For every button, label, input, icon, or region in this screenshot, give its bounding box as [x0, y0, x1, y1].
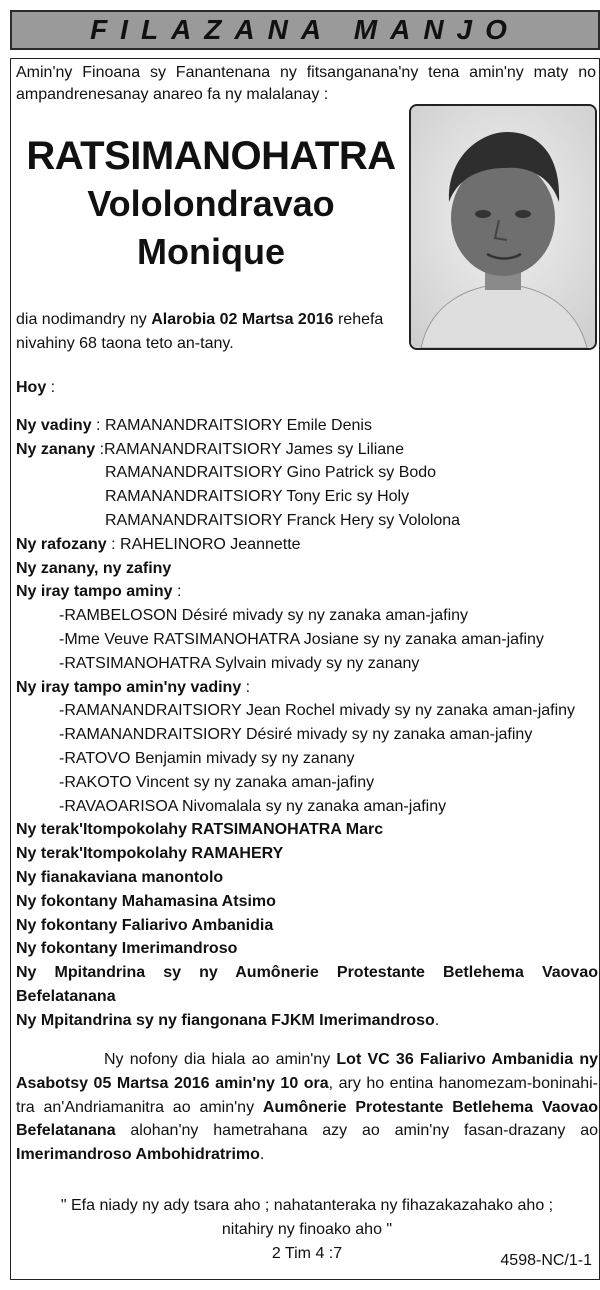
sibling-line: -RAMBELOSON Désiré mivady sy ny zanaka aman-jafiny	[59, 607, 469, 625]
closing-l1-pre: Ny nofony dia hiala ao amin'ny	[104, 1051, 337, 1068]
relative-line: Ny fianakaviana manontolo	[16, 868, 224, 886]
child-name: RAMANANDRAITSIORY James sy Liliane	[104, 440, 404, 458]
quote-reference: 2 Tim 4 :7	[271, 1244, 343, 1262]
children-sep: :	[95, 440, 105, 458]
spouse-sibling-line: -RAMANANDRAITSIORY Jean Rochel mivady sy ny zanaka aman-jafiny	[59, 702, 576, 720]
funeral-date: Asabotsy 05 Martsa 2016 amin'ny 10 ora	[16, 1074, 329, 1092]
church-2-end: .	[434, 1011, 440, 1029]
deceased-surname: RATSIMANOHATRA	[26, 134, 396, 178]
family-list	[16, 376, 598, 1033]
deceased-given-name-2: Monique	[137, 231, 285, 272]
fokontany-line: Ny fokontany Faliarivo Ambanidia	[16, 916, 274, 934]
inlaw-line	[16, 533, 598, 557]
spouse-siblings-heading	[16, 676, 598, 700]
church-2-text: Ny Mpitandrina sy ny fiangonana FJKM Imerimandroso	[16, 1011, 435, 1029]
fokontany-line: Ny fokontany Mahamasina Atsimo	[16, 892, 276, 910]
deceased-name	[16, 132, 406, 276]
inlaw-name: RAHELINORO Jeannette	[120, 535, 301, 553]
spouse-siblings-label: Ny iray tampo amin'ny vadiny	[16, 678, 242, 696]
closing-line-4	[16, 1119, 598, 1143]
quote-line-1: " Efa niady ny ady tsara aho ; nahatanteraka ny fihazakazahako aho ;	[60, 1197, 554, 1214]
siblings-label: Ny iray tampo aminy	[16, 583, 173, 601]
church-line: Ny Mpitandrina sy ny Aumônerie Protestante Betlehema Vaovao	[16, 964, 598, 982]
funeral-details	[16, 1048, 598, 1167]
closing-l2-post: , ary ho entina hanomezam-boninahi-	[328, 1074, 598, 1092]
relative-line: Ny terak'Itompokolahy RAMAHERY	[16, 845, 284, 863]
spouse-sep: :	[91, 416, 105, 434]
closing-line-5	[16, 1143, 598, 1167]
grandchildren-line: Ny zanany, ny zafiny	[16, 559, 172, 577]
hoy-colon: :	[46, 379, 56, 396]
spouse-name: RAMANANDRAITSIORY Emile Denis	[104, 416, 372, 434]
sibling-line: -RATSIMANOHATRA Sylvain mivady sy ny zanany	[59, 654, 420, 672]
closing-line-2	[16, 1072, 598, 1096]
closing-l4-post: alohan'ny hametrahana azy ao amin'ny fasan-drazany ao	[115, 1122, 598, 1140]
header-banner	[10, 10, 600, 50]
death-text-pre: dia nodimandry ny	[16, 311, 152, 328]
children-label: Ny zanany	[16, 440, 96, 458]
burial-place: Imerimandroso Ambohidratrimo	[16, 1146, 260, 1164]
siblings-heading	[16, 580, 598, 604]
death-text-post: rehefa nivahiny 68 taona teto an-tany.	[16, 311, 384, 352]
deceased-given-name-1: Vololondravao	[87, 183, 335, 224]
spouse-sibling-line: -RAMANANDRAITSIORY Désiré mivady sy ny zanaka aman-jafiny	[59, 726, 533, 744]
deceased-photo	[409, 104, 597, 350]
service-church: Aumônerie Protestante Betlehema Vaovao	[262, 1098, 598, 1116]
spouse-label: Ny vadiny	[16, 416, 92, 434]
funeral-location: Lot VC 36 Faliarivo Ambanidia ny	[336, 1051, 598, 1068]
service-church-cont: Befelatanana	[16, 1122, 116, 1140]
closing-line-1	[16, 1048, 598, 1072]
spouse-sibling-line: -RAKOTO Vincent sy ny zanaka aman-jafiny	[59, 773, 375, 791]
closing-line-3	[16, 1096, 598, 1120]
spouse-siblings-sep: :	[241, 678, 251, 696]
fokontany-line: Ny fokontany Imerimandroso	[16, 940, 238, 958]
closing-l5-post: .	[259, 1146, 265, 1164]
child-line: RAMANANDRAITSIORY Franck Hery sy Vololona	[105, 511, 461, 529]
child-line: RAMANANDRAITSIORY Gino Patrick sy Bodo	[105, 464, 437, 482]
closing-l3-pre: tra an'Andriamanitra ao amin'ny	[16, 1098, 263, 1116]
relative-line: Ny terak'Itompokolahy RATSIMANOHATRA Marc	[16, 821, 384, 839]
siblings-sep: :	[172, 583, 182, 601]
spouse-sibling-line: -RAVAOARISOA Nivomalala sy ny zanaka aman-jafiny	[59, 797, 447, 815]
inlaw-sep: :	[106, 535, 121, 553]
child-line: RAMANANDRAITSIORY Tony Eric sy Holy	[105, 488, 410, 506]
spouse-sibling-line: -RATOVO Benjamin mivady sy ny zanany	[59, 749, 355, 767]
intro-text: Amin'ny Finoana sy Fanantenana ny fitsanganana'ny tena amin'ny maty no ampandrenesanay anareo fa ny malalanay :	[16, 64, 596, 103]
death-date: Alarobia 02 Martsa 2016	[151, 311, 334, 328]
church-line-cont: Befelatanana	[16, 987, 116, 1005]
header-title: FILAZANA MANJO	[90, 14, 520, 45]
hoy-label: Hoy	[16, 379, 47, 396]
sibling-line: -Mme Veuve RATSIMANOHATRA Josiane sy ny zanaka aman-jafiny	[59, 630, 544, 648]
reference-code: 4598-NC/1-1	[500, 1252, 592, 1269]
church-line-2	[16, 1009, 598, 1033]
inlaw-label: Ny rafozany	[16, 535, 107, 553]
spouse-line	[16, 414, 598, 438]
quote-line-2: nitahiry ny finoako aho "	[221, 1220, 393, 1238]
death-notice	[16, 308, 408, 356]
children-line	[16, 438, 598, 462]
